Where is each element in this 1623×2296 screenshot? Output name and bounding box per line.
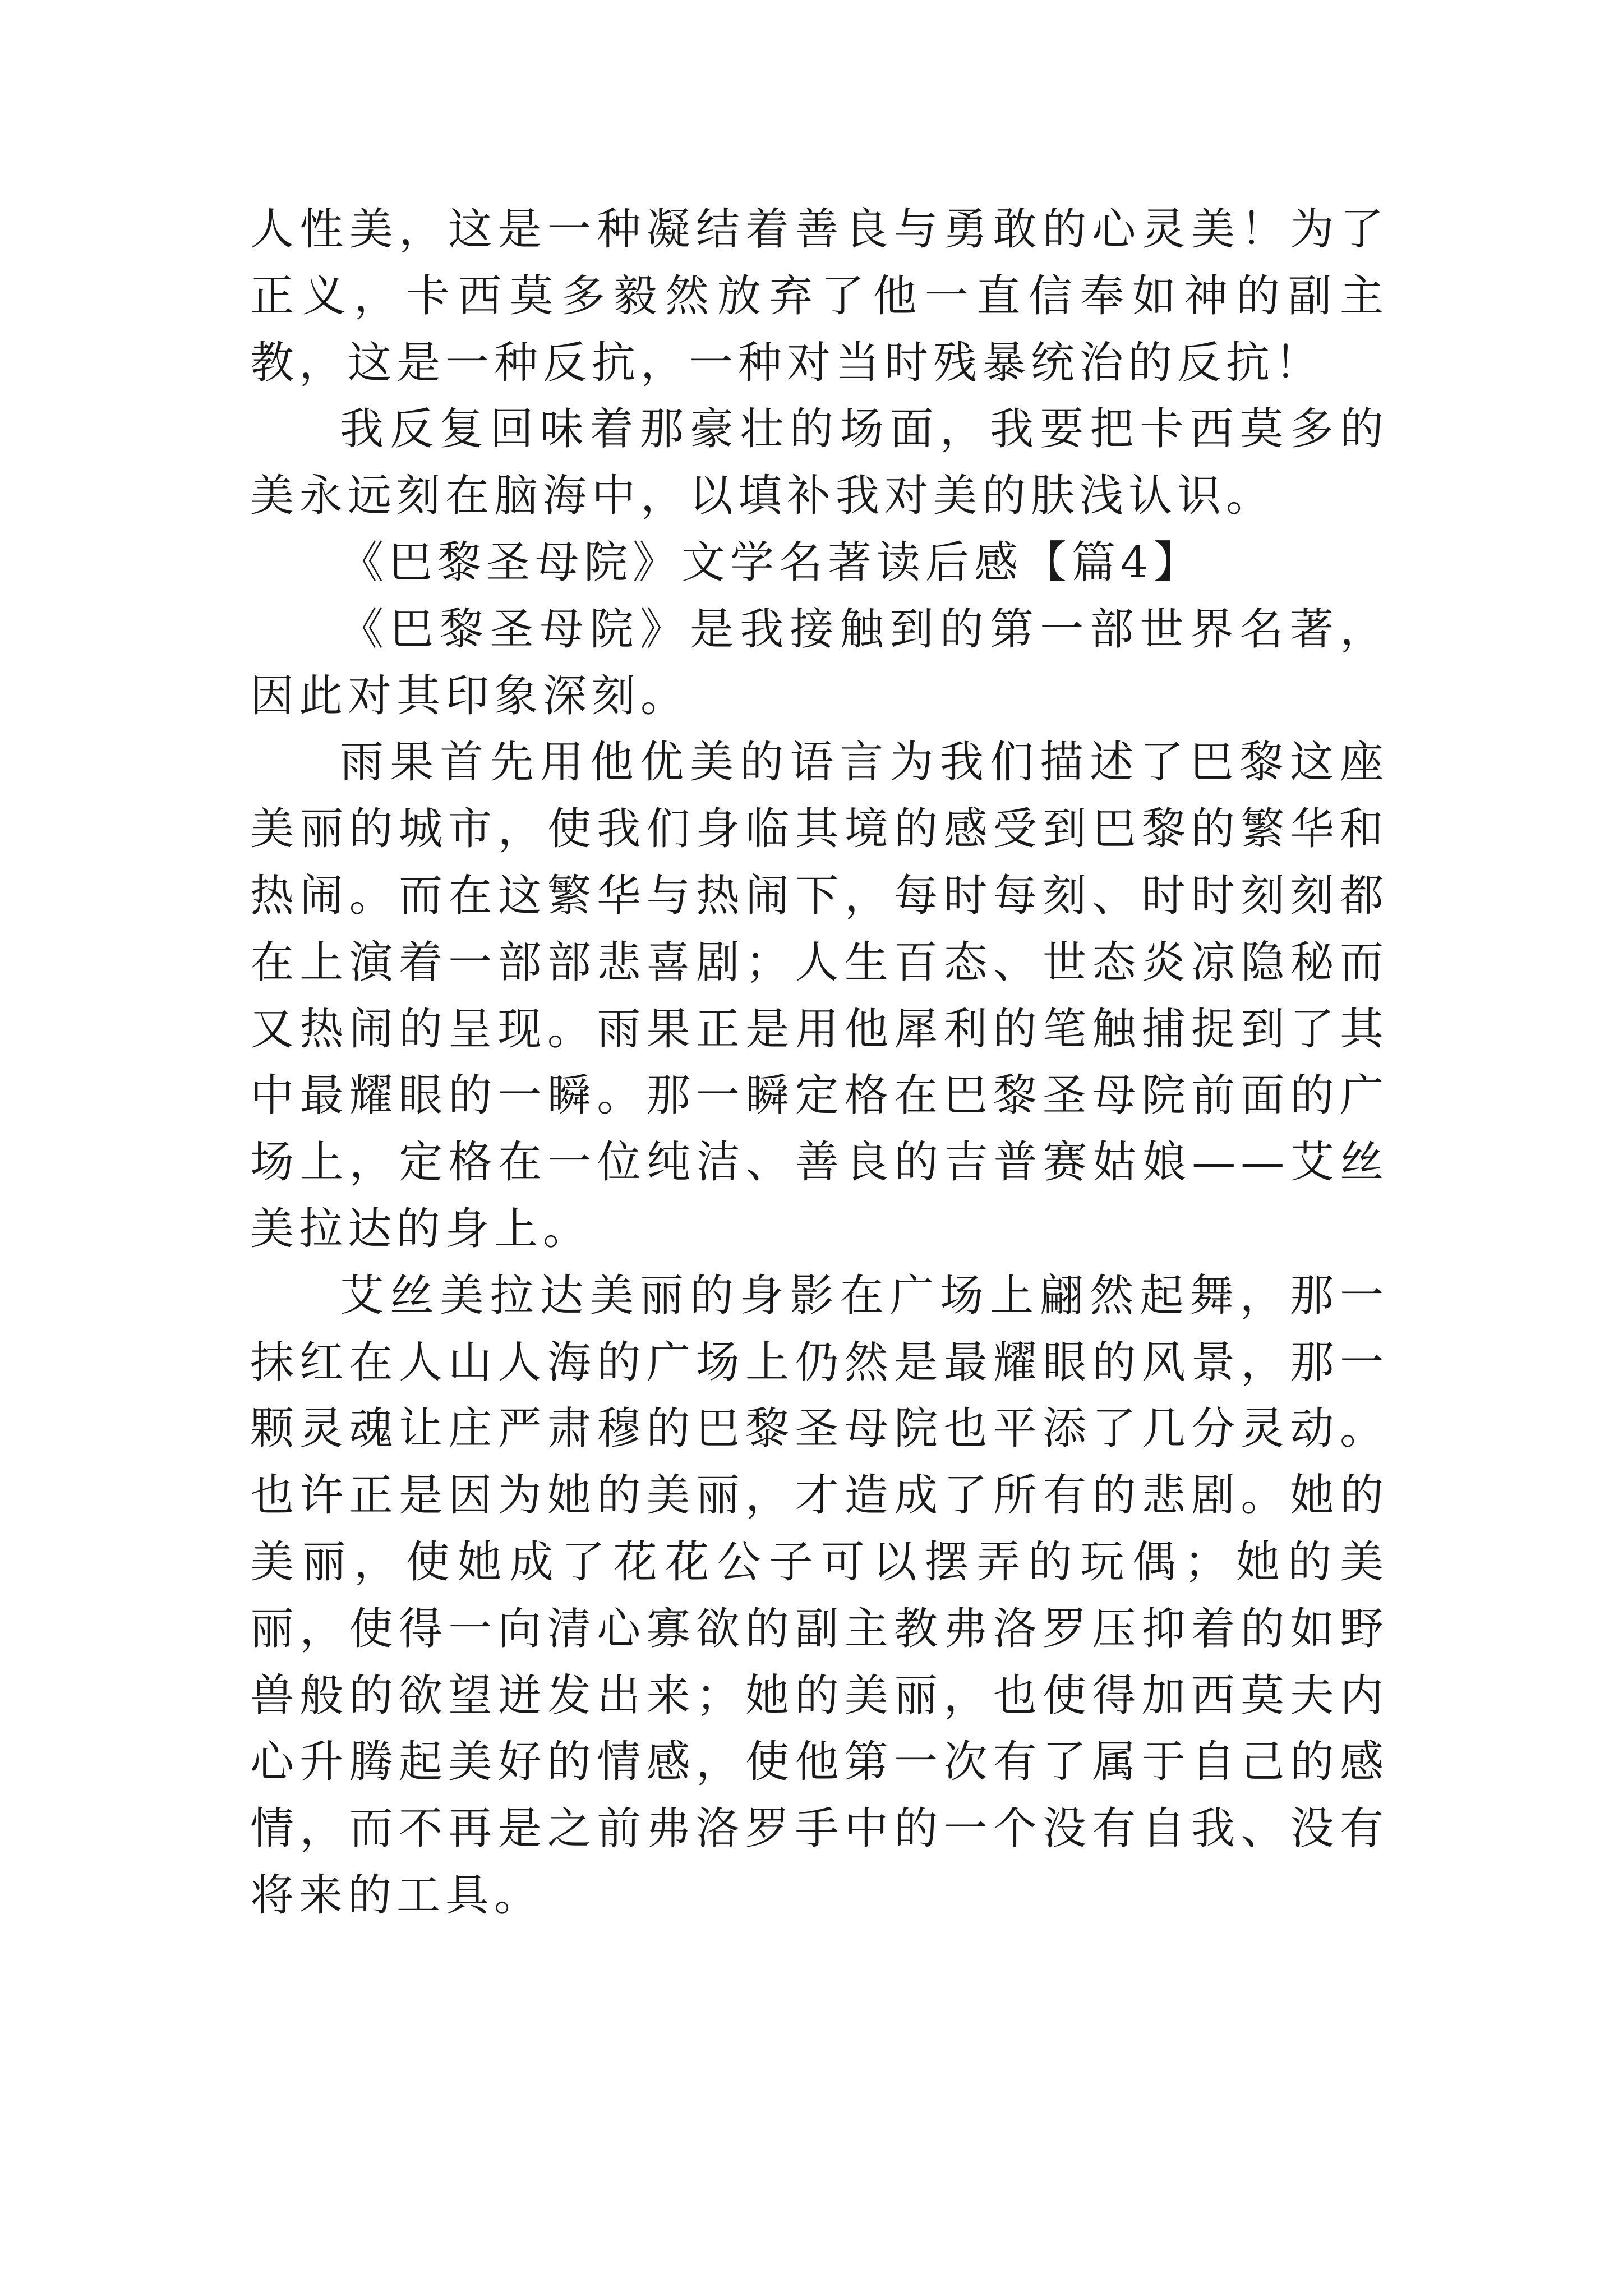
paragraph: 《巴黎圣母院》是我接触到的第一部世界名著，因此对其印象深刻。	[250, 604, 1389, 721]
paragraph-continuation: 人性美，这是一种凝结着善良与勇敢的心灵美！为了正义，卡西莫多毅然放弃了他一直信奉如神的副主教，这是一种反抗，一种对当时残暴统治的反抗！	[250, 204, 1389, 388]
paragraph: 艾丝美拉达美丽的身影在广场上翩然起舞，那一抹红在人山人海的广场上仍然是最耀眼的风景，那一颗灵魂让庄严肃穆的巴黎圣母院也平添了几分灵动。也许正是因为她的美丽，才造成了所有的悲剧。她的美丽，使她成了花花公子可以摆弄的玩偶；她的美丽，使得一向清心寡欲的副主教弗洛罗压抑着的如野兽般的欲望迸发出来；她的美丽，也使得加西莫夫内心升腾起美好的情感，使他第一次有了属于自己的感情，而不再是之前弗洛罗手中的一个没有自我、没有将来的工具。	[250, 1270, 1389, 1921]
paragraph: 我反复回味着那豪壮的场面，我要把卡西莫多的美永远刻在脑海中，以填补我对美的肤浅认识。	[250, 404, 1389, 522]
paragraph: 雨果首先用他优美的语言为我们描述了巴黎这座美丽的城市，使我们身临其境的感受到巴黎的繁华和热闹。而在这繁华与热闹下，每时每刻、时时刻刻都在上演着一部部悲喜剧；人生百态、世态炎凉隐秘而又热闹的呈现。雨果正是用他犀利的笔触捕捉到了其中最耀眼的一瞬。那一瞬定格在巴黎圣母院前面的广场上，定格在一位纯洁、善良的吉普赛姑娘——艾丝美拉达的身上。	[250, 737, 1389, 1254]
section-heading: 《巴黎圣母院》文学名著读后感【篇4】	[340, 537, 1202, 588]
document-body	[250, 196, 1389, 1929]
